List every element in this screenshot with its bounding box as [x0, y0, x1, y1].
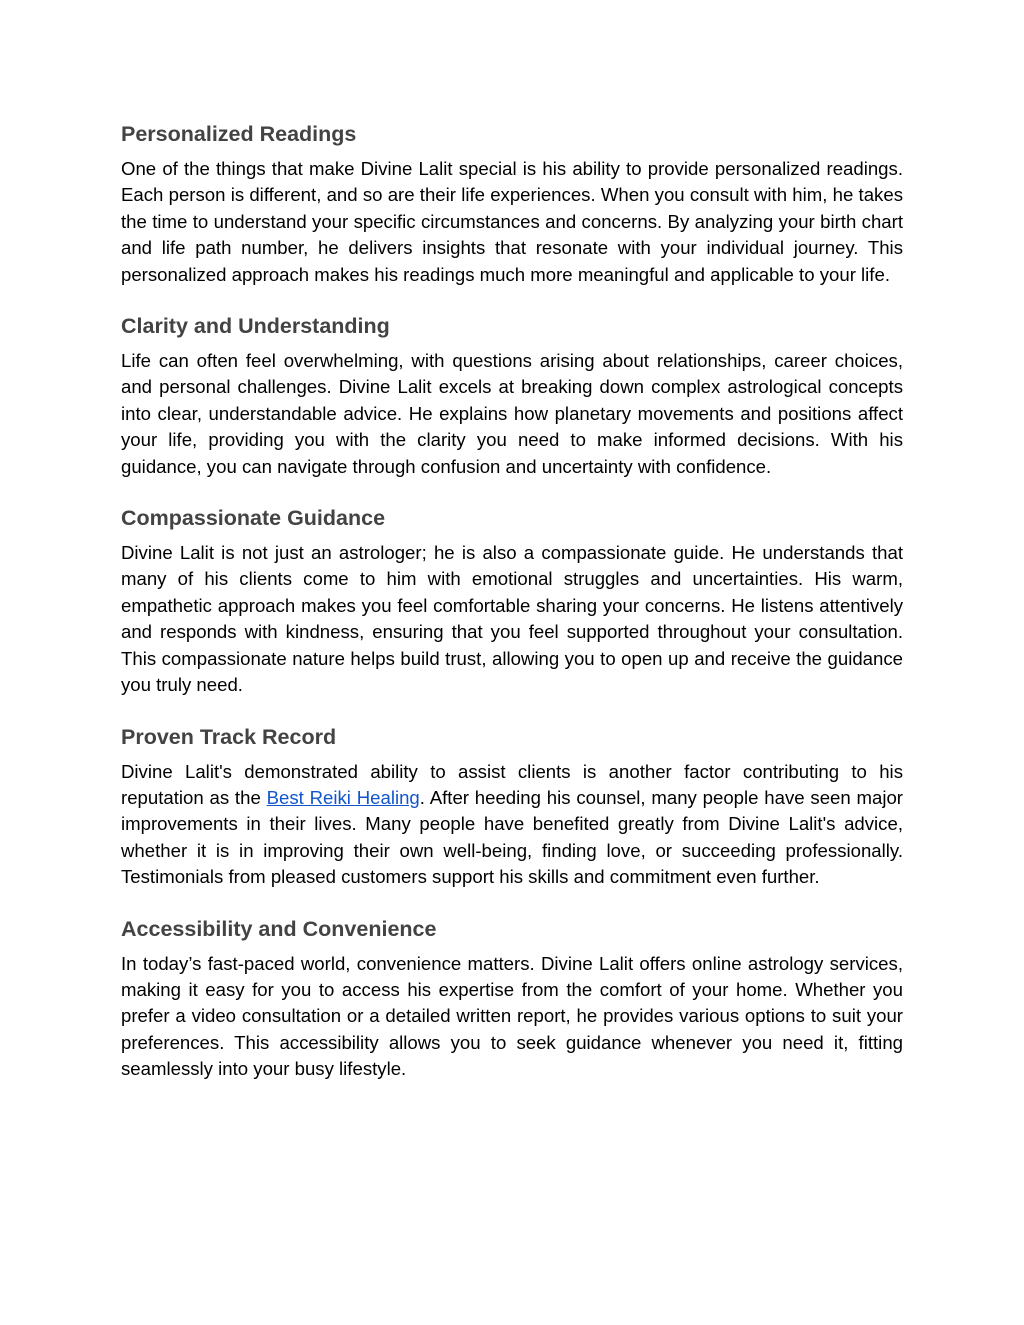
body-text-before-link: Divine Lalit's demonstrated ability to assist clients is another factor contributing to his reputation as the [121, 760, 903, 808]
section-body: Life can often feel overwhelming, with questions arising about relationships, career choices, and personal challenges. Divine Lalit excels at breaking down complex astrological concepts into clear, understandable advice. He explains how planetary movements and positions affect your life, providing you with the clarity you need to make informed decisions. With his guidance, you can navigate through confusion and uncertainty with confidence. [121, 350, 903, 477]
section-body: Divine Lalit is not just an astrologer; he is also a compassionate guide. He understands that many of his clients come to him with emotional struggles and uncertainties. His warm, empathetic approach makes you feel comfortable sharing your concerns. He listens attentively and responds with kindness, ensuring that you feel supported throughout your consultation. This compassionate nature helps build trust, allowing you to open up and receive the guidance you truly need. [121, 542, 903, 696]
section-accessibility-and-convenience [121, 913, 903, 1083]
section-body [121, 759, 903, 891]
section-heading: Personalized Readings [121, 122, 357, 146]
body-text-after-link: . After heeding his counsel, many people have seen major improvements in their lives. Many people have benefited greatly from Divine Lalit's advice, whether it is in improving their own well-being, finding love, or succeeding professionally. Testimonials from pleased customers support his skills and commitment even further. [121, 786, 904, 888]
document-page [121, 118, 903, 1105]
best-reiki-healing-link[interactable]: Best Reiki Healing [266, 786, 420, 808]
section-heading: Compassionate Guidance [121, 506, 386, 531]
section-personalized-readings [121, 118, 903, 288]
section-body: In today’s fast-paced world, convenience matters. Divine Lalit offers online astrology services, making it easy for you to access his expertise from the comfort of your home. Whether you prefer a video consultation or a detailed written report, he provides various options to suit your preferences. This accessibility allows you to seek guidance whenever you need it, fitting seamlessly into your busy lifestyle. [121, 952, 903, 1080]
section-heading: Clarity and Understanding [121, 314, 390, 339]
section-clarity-and-understanding [121, 310, 903, 480]
section-heading: Proven Track Record [121, 724, 337, 749]
section-compassionate-guidance [121, 502, 903, 698]
section-body: One of the things that make Divine Lalit special is his ability to provide personalized readings. Each person is different, and so are their life experiences. When you consult with him, he takes the time to understand your specific circumstances and concerns. By analyzing your birth chart and life path number, he delivers insights that resonate with your individual journey. This personalized approach makes his readings much more meaningful and applicable to your life. [121, 158, 903, 285]
section-heading: Accessibility and Convenience [121, 916, 437, 941]
section-proven-track-record [121, 721, 903, 891]
